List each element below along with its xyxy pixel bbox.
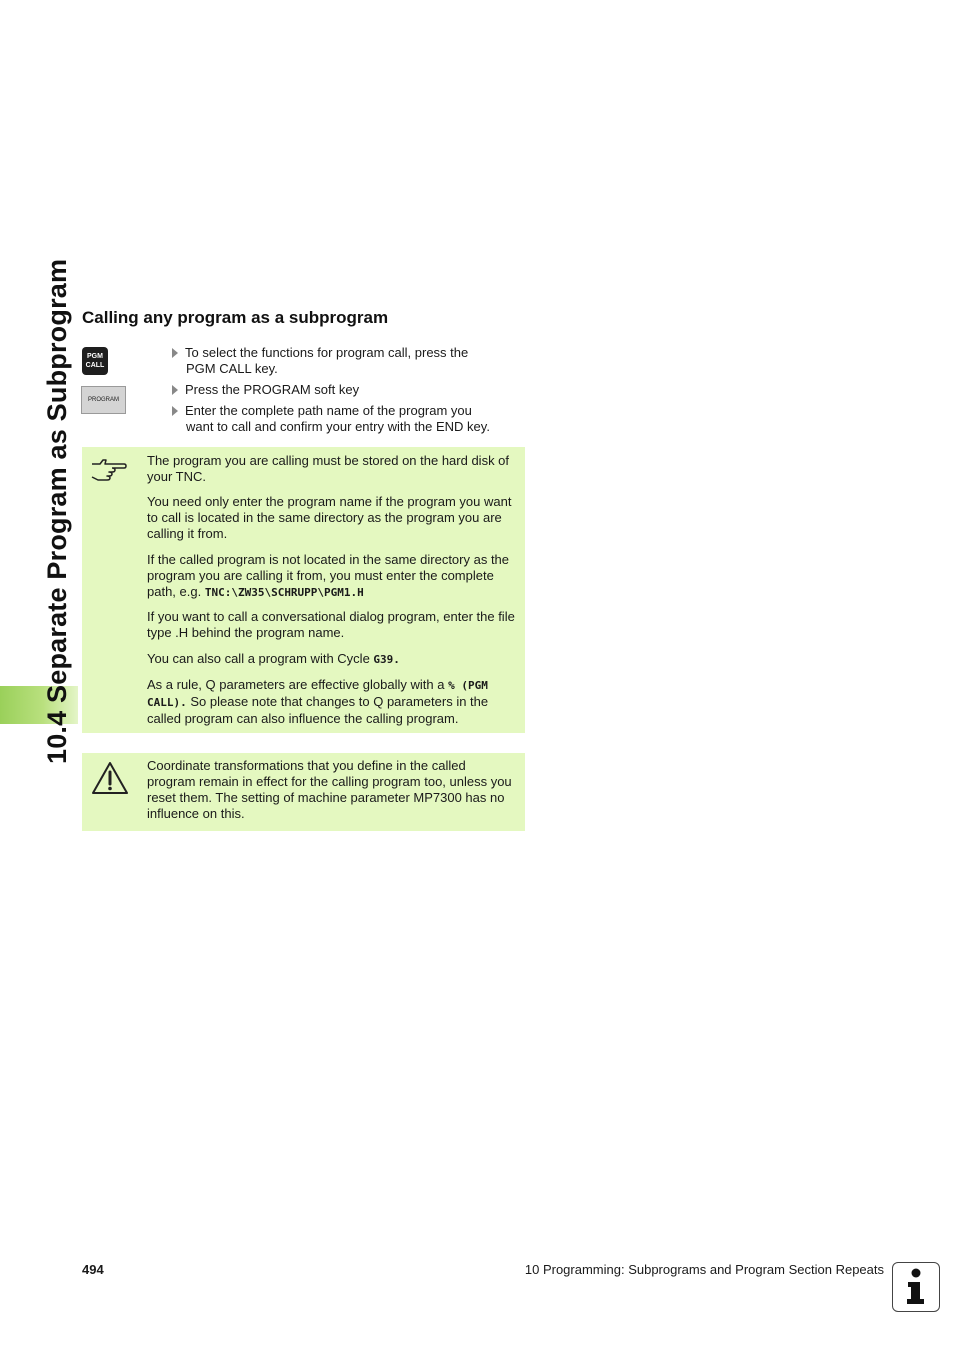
note-paragraph-5: [147, 651, 517, 668]
warning-text: Coordinate transformations that you define in the called program remain in effect for the calling program too, unless you reset them. The setting of machine parameter MP7300 has no influence on this.: [147, 758, 512, 821]
pgm-call-key-icon: [82, 347, 108, 375]
note-p3-code: TNC:\ZW35\SCHRUPP\PGM1.H: [204, 586, 364, 599]
step-3-line2: want to call and confirm your entry with the END key.: [186, 419, 490, 434]
pgm-call-key-line2: CALL: [85, 362, 105, 369]
note-paragraph-4: If you want to call a conversational dialog program, enter the file type .H behind the program name.: [147, 609, 515, 640]
note-p6-code: % (PGM CALL).: [147, 679, 488, 709]
program-softkey-icon: PROGRAM: [81, 386, 126, 414]
step-3: [172, 403, 532, 435]
section-heading: Calling any program as a subprogram: [82, 308, 389, 327]
step-2-line1: Press the PROGRAM soft key: [185, 382, 360, 397]
step-2: [172, 382, 532, 398]
note-paragraph-6: [147, 677, 517, 727]
step-arrow-icon: [172, 348, 178, 358]
note-p6-text-b: So please note that changes to Q parameters in the called program can also influence the calling program.: [147, 694, 489, 726]
note-p5-code: G39.: [373, 653, 400, 666]
note-p6-text-a: As a rule, Q parameters are effective globally with a: [147, 677, 445, 692]
footer-chapter-title: 10 Programming: Subprograms and Program Section Repeats: [524, 1262, 884, 1277]
pgm-call-key-line1: PGM: [87, 353, 103, 360]
step-arrow-icon: [172, 406, 178, 416]
pointing-hand-icon: [90, 455, 128, 483]
info-icon[interactable]: [892, 1262, 940, 1312]
warning-box: [82, 753, 525, 831]
note-paragraph-1: The program you are calling must be stored on the hard disk of your TNC.: [147, 453, 510, 484]
page-number: 494: [82, 1262, 104, 1277]
step-1-line2: PGM CALL key.: [186, 361, 278, 376]
warning-triangle-icon: [91, 761, 129, 795]
step-1-line1: To select the functions for program call, press the: [185, 345, 469, 360]
step-1: [172, 345, 532, 377]
note-paragraph-3: [147, 552, 517, 601]
step-3-line1: Enter the complete path name of the program you: [185, 403, 472, 418]
info-glyph-icon: [893, 1263, 938, 1310]
note-p3-text: If the called program is not located in the same directory as the program you are calling it from, you must enter the complete path, e.g.: [147, 552, 510, 599]
step-arrow-icon: [172, 385, 178, 395]
note-box: [82, 447, 525, 733]
side-chapter-title-text: 10.4 Separate Program as Subprogram: [42, 258, 72, 764]
note-p5-text: You can also call a program with Cycle: [147, 651, 370, 666]
note-paragraph-2: You need only enter the program name if the program you want to call is located in the same directory as the program you are calling it from.: [147, 494, 512, 541]
